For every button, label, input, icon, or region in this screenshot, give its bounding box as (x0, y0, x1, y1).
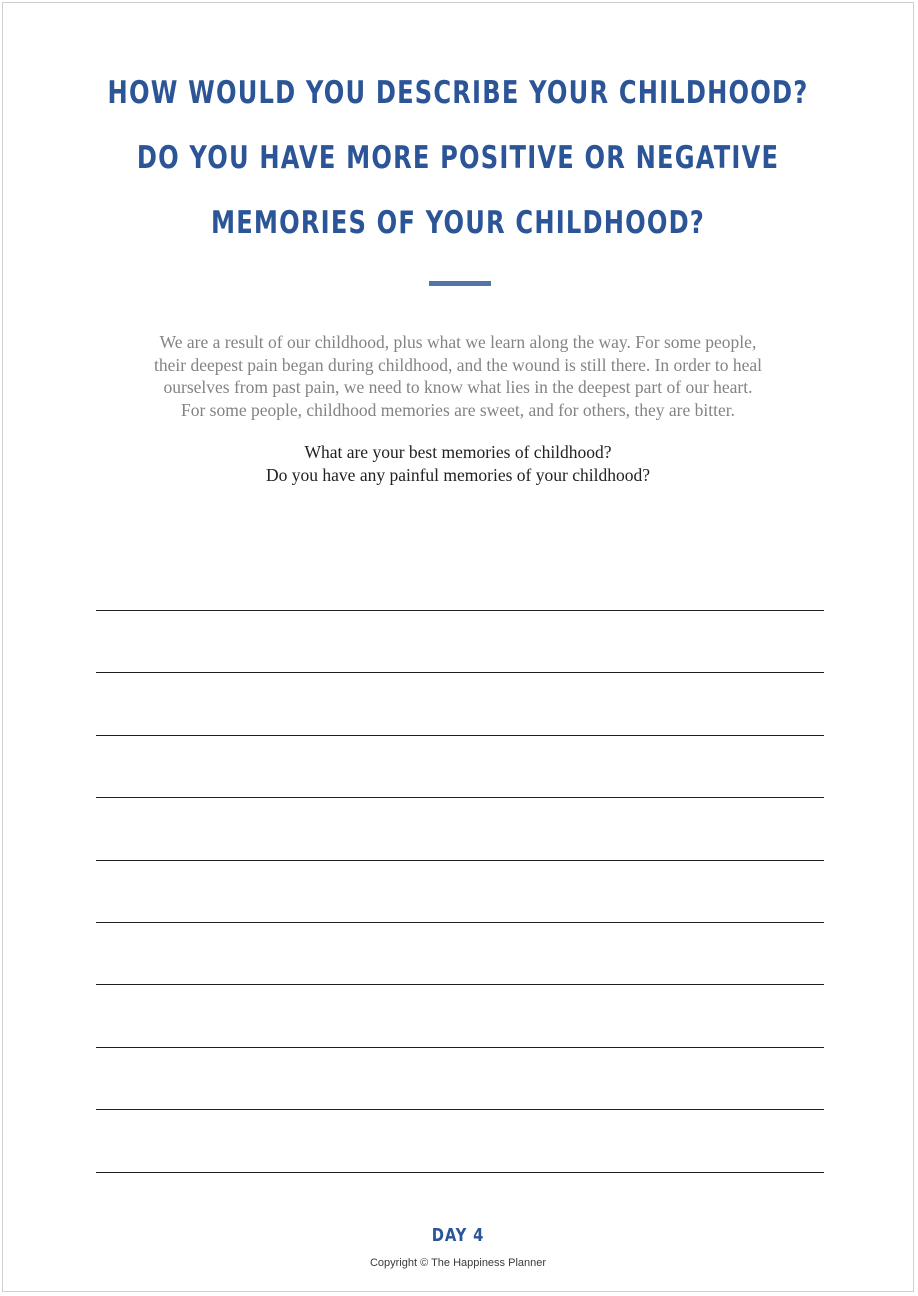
day-label: DAY 4 (431, 1225, 485, 1246)
prompt-line-1: What are your best memories of childhood? (304, 442, 612, 462)
writing-line[interactable] (96, 860, 824, 861)
writing-line[interactable] (96, 610, 824, 611)
intro-line-1: We are a result of our childhood, plus what we learn along the way. For some people, (159, 332, 757, 352)
writing-line[interactable] (96, 984, 824, 985)
title-divider (429, 281, 491, 286)
intro-line-3: ourselves from past pain, we need to know what lies in the deepest part of our heart. (163, 377, 753, 397)
prompt-line-2: Do you have any painful memories of your childhood? (266, 464, 650, 485)
reflection-prompts (3, 441, 913, 486)
journal-page (2, 2, 914, 1292)
intro-line-4: For some people, childhood memories are sweet, and for others, they are bitter. (180, 399, 735, 420)
page-title (103, 67, 813, 262)
writing-line[interactable] (96, 797, 824, 798)
title-line-3: MEMORIES OF YOUR CHILDHOOD? (210, 205, 706, 241)
writing-line[interactable] (96, 735, 824, 736)
intro-paragraph (3, 331, 913, 421)
title-line-1: HOW WOULD YOU DESCRIBE YOUR CHILDHOOD? (107, 75, 809, 111)
intro-line-2: their deepest pain began during childhood, and the wound is still there. In order to heal (154, 354, 762, 375)
writing-line[interactable] (96, 922, 824, 923)
writing-line[interactable] (96, 1047, 824, 1048)
writing-line[interactable] (96, 1172, 824, 1173)
writing-line[interactable] (96, 672, 824, 673)
title-line-2: DO YOU HAVE MORE POSITIVE OR NEGATIVE (136, 140, 780, 176)
copyright-text: Copyright © The Happiness Planner (369, 1257, 547, 1269)
writing-line[interactable] (96, 1109, 824, 1110)
